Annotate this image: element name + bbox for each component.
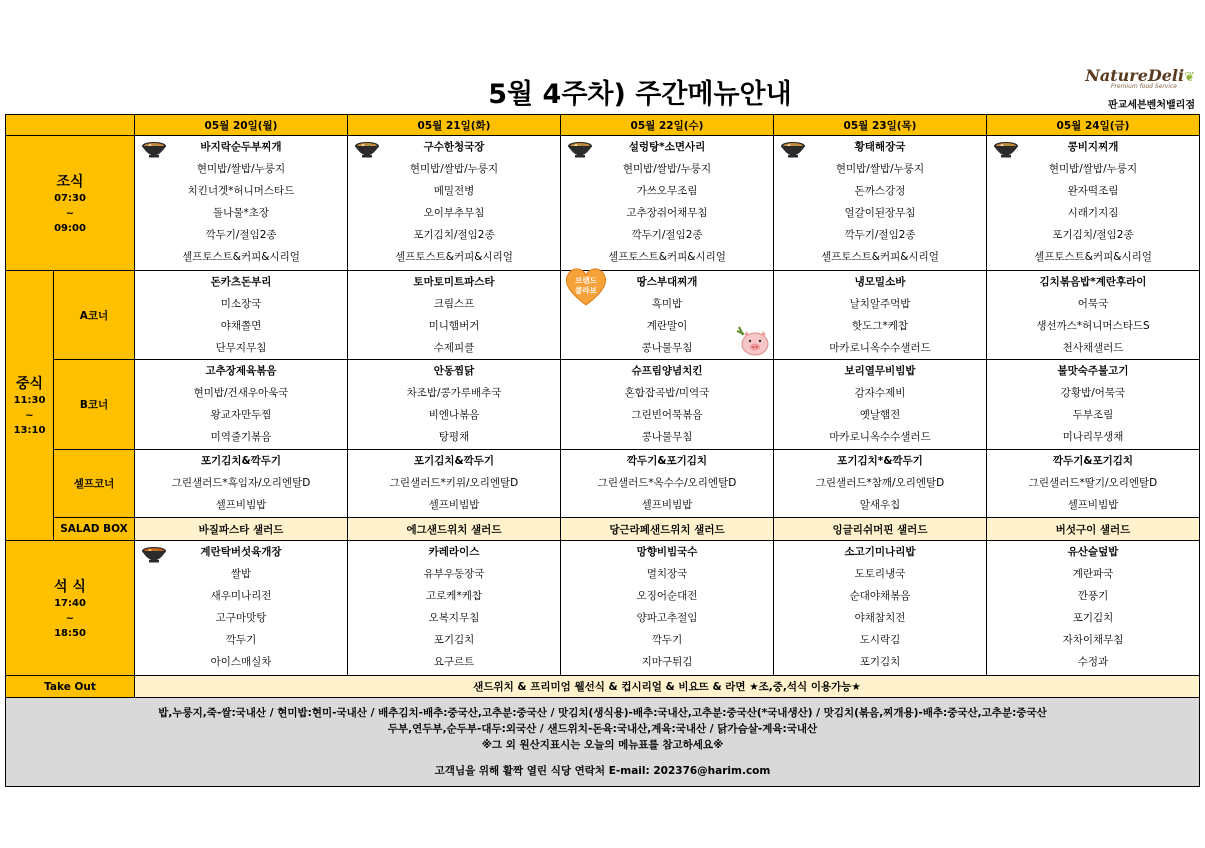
badge-line: 콜라보 [575, 286, 597, 295]
salad-box-item: 에그샌드위치 샐러드 [348, 518, 561, 541]
dinner-label [6, 541, 135, 676]
menu-item: 수제피클 [433, 342, 475, 354]
main-dish: 소고기미나리밥 [844, 546, 916, 558]
soup-bowl-icon [567, 137, 593, 159]
brand-collab-heart-icon [563, 265, 609, 307]
menu-item: 그린샐러드*흑임자/오리엔탈D [171, 477, 311, 489]
main-dish: 땅스부대찌개 [636, 276, 698, 288]
menu-item: 쌀밥 [230, 568, 252, 580]
meal-time-end: 09:00 [54, 222, 86, 234]
origin-line: 두부,연두부,순두부-대두:외국산 / 샌드위치-돈육:국내산,계육:국내산 / 닭가슴살-계육:국내산 [387, 723, 818, 735]
salad-box-item: 당근라페샌드위치 샐러드 [561, 518, 774, 541]
menu-item: 콩나물무침 [641, 431, 693, 443]
lunch-b-row [6, 360, 1200, 450]
self-corner-cell [561, 450, 774, 518]
main-dish: 김치볶음밥*계란후라이 [1039, 276, 1147, 288]
menu-item: 두부조림 [1072, 409, 1114, 421]
dinner-cell [561, 541, 774, 676]
menu-item: 그린샐러드*옥수수/오리엔탈D [597, 477, 737, 489]
day-header: 05월 20일(월) [135, 115, 348, 136]
self-corner-cell [348, 450, 561, 518]
main-dish: 보리열무비빔밥 [844, 365, 916, 377]
main-dish: 계란탁버섯육개장 [200, 546, 282, 558]
menu-item: 미역줄기볶음 [210, 431, 272, 443]
a-corner-cell [774, 271, 987, 360]
origin-line: 밥,누룽지,죽-쌀:국내산 / 현미밥:현미-국내산 / 배추김치-배추:중국산,고추분:중국산 / 맛김치(생식용)-배추:국내산,고추분:중국산(*국내생산) / 맛김치(볶음,찌개용)-배추:중국산,고추분:중국산 [158, 707, 1047, 719]
dinner-cell [987, 541, 1200, 676]
day-header-row [6, 115, 1200, 136]
menu-item: 도토리냉국 [854, 568, 906, 580]
main-dish: 깍두기&포기김치 [626, 455, 708, 467]
menu-item: 그린샐러드*참깨/오리엔탈D [815, 477, 945, 489]
pig-mascot-icon [735, 325, 771, 357]
menu-item: 메밀전병 [433, 185, 475, 197]
menu-item: 미니햄버거 [428, 320, 480, 332]
day-header: 05월 22일(수) [561, 115, 774, 136]
main-dish: 황태해장국 [854, 141, 906, 153]
day-header: 05월 21일(화) [348, 115, 561, 136]
menu-item: 야채참치전 [854, 612, 906, 624]
menu-item: 혼합잡곡밥/미역국 [624, 387, 710, 399]
footer-row [6, 698, 1200, 787]
menu-item: 깍두기/절임2종 [631, 229, 703, 241]
lunch-a-row [6, 271, 1200, 360]
dinner-cell [774, 541, 987, 676]
soup-bowl-icon [354, 137, 380, 159]
menu-item: 생선까스*허니머스타드S [1036, 320, 1150, 332]
main-dish: 고추장제육볶음 [205, 365, 277, 377]
self-corner-label: 셀프코너 [54, 450, 135, 518]
main-dish: 포기김치&깍두기 [200, 455, 282, 467]
menu-item: 셀프비빔밥 [428, 499, 480, 511]
main-dish: 토마토미트파스타 [413, 276, 495, 288]
menu-item: 야채쫄면 [220, 320, 262, 332]
meal-name: 중식 [15, 376, 44, 392]
menu-item: 핫도그*케찹 [852, 320, 908, 332]
menu-item: 오징어순대전 [636, 590, 698, 602]
takeout-content: 샌드위치 & 프리미엄 웰선식 & 컵시리얼 & 비요뜨 & 라면 ★조,중,석식 이용가능★ [135, 676, 1200, 698]
menu-item: 단무지무침 [215, 342, 267, 354]
menu-item: 날치알주먹밥 [849, 298, 911, 310]
menu-item: 계란파국 [1072, 568, 1114, 580]
menu-item: 그린샐러드*딸기/오리엔탈D [1028, 477, 1158, 489]
meal-time-end: 18:50 [54, 627, 86, 639]
menu-item: 차조밥/콩가루배추국 [406, 387, 502, 399]
menu-item: 양파고추절임 [636, 612, 698, 624]
menu-item: 현미밥/쌀밥/누룽지 [196, 163, 286, 175]
menu-item: 아이스매실차 [210, 656, 272, 668]
meal-time-end: 13:10 [13, 425, 46, 436]
menu-item: 현미밥/쌀밥/누룽지 [409, 163, 499, 175]
menu-item: 셀프토스트&커피&시리얼 [1034, 251, 1152, 263]
dinner-row [6, 541, 1200, 676]
menu-item: 콩나물무침 [641, 342, 693, 354]
menu-item: 감자수제비 [854, 387, 906, 399]
menu-item: 포기김치/절임2종 [413, 229, 495, 241]
meal-time-start: 11:30 [13, 395, 46, 406]
menu-item: 완자떡조림 [1067, 185, 1119, 197]
brand-name: NatureDeli [1085, 66, 1185, 85]
badge-line: 브랜드 [575, 276, 597, 285]
breakfast-cell [987, 136, 1200, 271]
breakfast-cell [348, 136, 561, 271]
main-dish: 설렁탕*소면사리 [628, 141, 706, 153]
main-dish: 유산슬덮밥 [1067, 546, 1119, 558]
main-dish: 망향비빔국수 [636, 546, 698, 558]
main-dish: 불맛숙주불고기 [1057, 365, 1129, 377]
soup-bowl-icon [993, 137, 1019, 159]
takeout-label: Take Out [6, 676, 135, 698]
main-dish: 콩비지찌개 [1067, 141, 1119, 153]
menu-item: 알새우칩 [859, 499, 901, 511]
dinner-cell [135, 541, 348, 676]
a-corner-cell [135, 271, 348, 360]
menu-item: 요구르트 [433, 656, 475, 668]
menu-item: 수정과 [1077, 656, 1109, 668]
menu-item: 마카로니옥수수샐러드 [829, 431, 931, 443]
salad-box-row [6, 518, 1200, 541]
menu-item: 오이부추무침 [423, 207, 485, 219]
menu-item: 고구마맛탕 [215, 612, 267, 624]
menu-item: 현미밥/쌀밥/누룽지 [1048, 163, 1138, 175]
menu-item: 왕교자만두찜 [210, 409, 272, 421]
menu-item: 깍두기 [225, 634, 257, 646]
meal-time-start: 17:40 [54, 597, 86, 609]
menu-item: 미소장국 [220, 298, 262, 310]
menu-item: 포기김치 [1072, 612, 1114, 624]
menu-item: 탕평채 [438, 431, 470, 443]
main-dish: 깍두기&포기김치 [1052, 455, 1134, 467]
meal-time-tilde: ~ [65, 612, 75, 624]
menu-item: 천사채샐러드 [1062, 342, 1124, 354]
breakfast-label [6, 136, 135, 271]
contact-line: 고객님을 위해 활짝 열린 식당 연락처 E-mail: 202376@harim.com [434, 765, 771, 777]
menu-item: 시래기지짐 [1067, 207, 1119, 219]
b-corner-cell [987, 360, 1200, 450]
breakfast-cell [561, 136, 774, 271]
b-corner-cell [774, 360, 987, 450]
menu-item: 도시락김 [859, 634, 901, 646]
menu-item: 그린빈어묵볶음 [631, 409, 703, 421]
day-header: 05월 23일(목) [774, 115, 987, 136]
salad-box-item: 바질파스타 샐러드 [135, 518, 348, 541]
a-corner-label: A코너 [54, 271, 135, 360]
menu-item: 셀프토스트&커피&시리얼 [182, 251, 300, 263]
breakfast-cell [774, 136, 987, 271]
menu-item: 얼갈이된장무침 [844, 207, 916, 219]
meal-time-tilde: ~ [25, 410, 34, 421]
main-dish: 포기김치*&깍두기 [837, 455, 923, 467]
menu-item: 고추장쥐어채무침 [626, 207, 708, 219]
menu-item: 돌나물*초장 [213, 207, 269, 219]
weekly-menu-table [5, 114, 1200, 787]
menu-item: 그린샐러드*키위/오리엔탈D [389, 477, 519, 489]
menu-item: 강황밥/어묵국 [1060, 387, 1126, 399]
menu-item: 자차이채무침 [1062, 634, 1124, 646]
soup-bowl-icon [141, 137, 167, 159]
menu-item: 치킨너겟*허니머스타드 [187, 185, 295, 197]
origin-notice [6, 698, 1200, 787]
b-corner-cell [561, 360, 774, 450]
menu-item: 가쓰오무조림 [636, 185, 698, 197]
menu-item: 셀프비빔밥 [1067, 499, 1119, 511]
menu-item: 순대야채볶음 [849, 590, 911, 602]
menu-item: 오복지무침 [428, 612, 480, 624]
brand-tagline: Premium food Service [1110, 83, 1177, 90]
meal-time-tilde: ~ [65, 207, 75, 219]
menu-item: 멸치장국 [646, 568, 688, 580]
main-dish: 구수한청국장 [423, 141, 485, 153]
lunch-label [6, 271, 54, 541]
menu-item: 돈까스강정 [854, 185, 906, 197]
menu-item: 깐풍기 [1077, 590, 1109, 602]
menu-item: 현미밥/건새우아욱국 [193, 387, 289, 399]
takeout-row [6, 676, 1200, 698]
soup-bowl-icon [780, 137, 806, 159]
menu-item: 셀프비빔밥 [215, 499, 267, 511]
menu-item: 비엔나볶음 [428, 409, 480, 421]
menu-item: 크림스프 [433, 298, 475, 310]
main-dish: 포기김치&깍두기 [413, 455, 495, 467]
menu-item: 마카로니옥수수샐러드 [829, 342, 931, 354]
menu-item: 고로케*케찹 [426, 590, 482, 602]
main-dish: 냉모밀소바 [854, 276, 906, 288]
main-dish: 카레라이스 [428, 546, 480, 558]
menu-item: 포기김치 [859, 656, 901, 668]
meal-name: 조식 [56, 173, 84, 190]
b-corner-label: B코너 [54, 360, 135, 450]
menu-item: 새우미나리전 [210, 590, 272, 602]
main-dish: 슈프림양념치킨 [631, 365, 703, 377]
meal-time-start: 07:30 [54, 192, 86, 204]
salad-box-label: SALAD BOX [54, 518, 135, 541]
b-corner-cell [348, 360, 561, 450]
salad-box-item: 잉글리쉬머핀 샐러드 [774, 518, 987, 541]
main-dish: 돈카츠돈부리 [210, 276, 272, 288]
main-dish: 안동찜닭 [433, 365, 475, 377]
menu-item: 셀프토스트&커피&시리얼 [821, 251, 939, 263]
menu-item: 계란말이 [646, 320, 688, 332]
menu-item: 옛날햄전 [859, 409, 901, 421]
header-corner [6, 115, 135, 136]
breakfast-cell [135, 136, 348, 271]
menu-item: 어묵국 [1077, 298, 1109, 310]
menu-item: 미나리무생채 [1062, 431, 1124, 443]
branch-name: 판교세븐벤처밸리점 [1108, 100, 1195, 111]
menu-item: 포기김치 [433, 634, 475, 646]
lunch-self-row [6, 450, 1200, 518]
dinner-cell [348, 541, 561, 676]
day-header: 05월 24일(금) [987, 115, 1200, 136]
menu-item: 유부우동장국 [423, 568, 485, 580]
menu-item: 깍두기/절임2종 [844, 229, 916, 241]
self-corner-cell [987, 450, 1200, 518]
menu-item: 흑미밥 [651, 298, 683, 310]
self-corner-cell [774, 450, 987, 518]
leaf-icon: ❦ [1184, 70, 1195, 85]
menu-item: 현미밥/쌀밥/누룽지 [622, 163, 712, 175]
menu-item: 깍두기 [651, 634, 683, 646]
a-corner-cell [987, 271, 1200, 360]
salad-box-item: 버섯구이 샐러드 [987, 518, 1200, 541]
menu-item: 셀프비빔밥 [641, 499, 693, 511]
b-corner-cell [135, 360, 348, 450]
menu-item: 지마구튀김 [641, 656, 693, 668]
menu-item: 현미밥/쌀밥/누룽지 [835, 163, 925, 175]
menu-item: 깍두기/절임2종 [205, 229, 277, 241]
origin-line: ※그 외 원산지표시는 오늘의 메뉴표를 참고하세요※ [481, 739, 724, 751]
a-corner-cell [561, 271, 774, 360]
page-title: 5월 4주차) 주간메뉴안내 [488, 79, 792, 110]
meal-name: 석 식 [54, 578, 86, 595]
main-dish: 바지락순두부찌개 [200, 141, 282, 153]
brand-logo [1085, 66, 1195, 111]
self-corner-cell [135, 450, 348, 518]
soup-bowl-icon [141, 542, 167, 564]
menu-item: 셀프토스트&커피&시리얼 [395, 251, 513, 263]
a-corner-cell [348, 271, 561, 360]
menu-item: 포기김치/절임2종 [1052, 229, 1134, 241]
breakfast-row [6, 136, 1200, 271]
menu-item: 셀프토스트&커피&시리얼 [608, 251, 726, 263]
